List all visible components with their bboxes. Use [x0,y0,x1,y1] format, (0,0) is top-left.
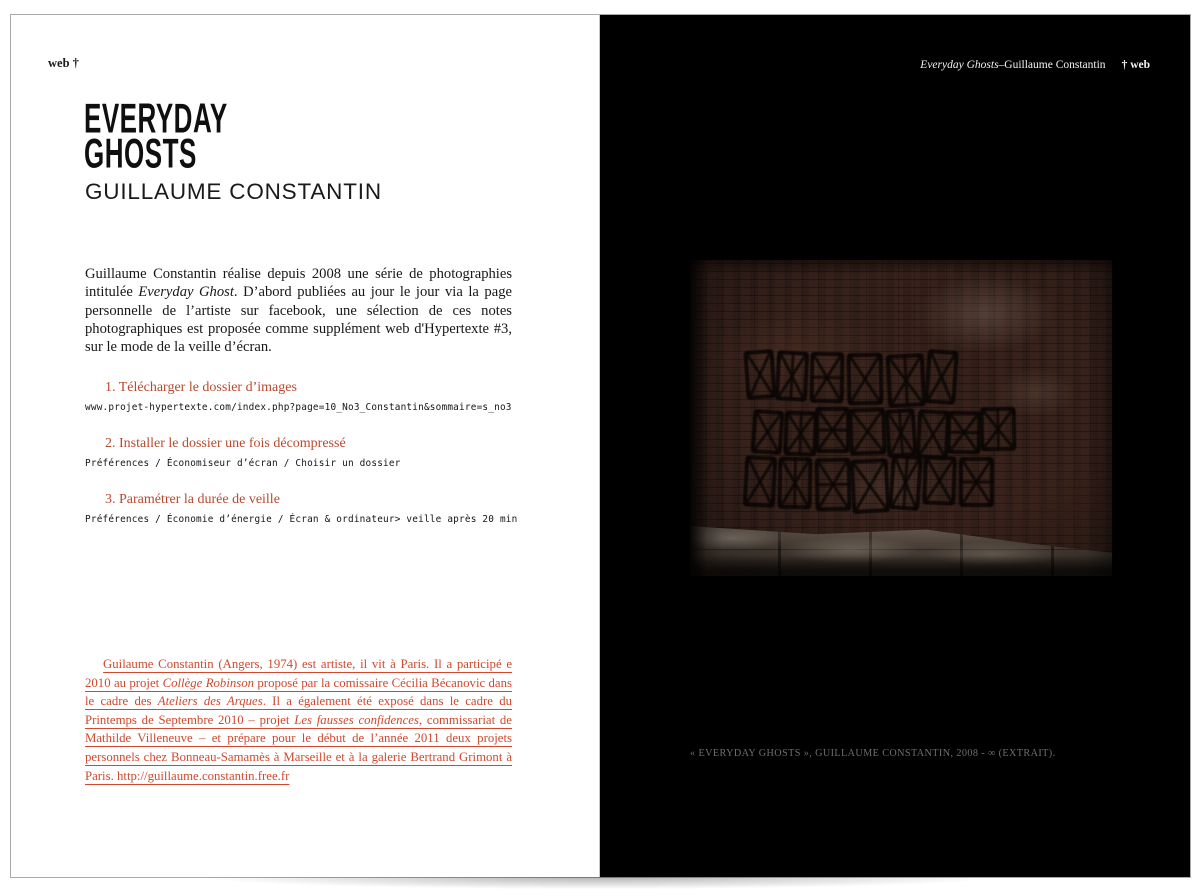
italic-run: Ateliers des Arques [157,694,263,709]
title-line-2: GHOSTS [84,128,197,177]
running-head-folio: † web [1121,59,1150,71]
graffiti-mark [924,349,959,405]
graffiti-mark [922,455,957,505]
text-run: , commissariat de Mathilde Villeneuve – et prépare pour le début de l’année 2011 deux projets personnels chez Bonneau-Samamès à Marseille et à la galerie Bertrand Grimont à Paris. http://guillaume.constantin.free.fr [85,712,512,783]
step-heading: 3. Paramétrer la durée de veille [105,492,280,507]
graffiti-mark [847,353,884,406]
graffiti-mark [886,353,927,408]
page-right [600,15,1190,877]
graffiti-mark [783,410,818,456]
step-heading: 2. Installer le dossier une fois décompressé [105,436,346,451]
instructions-list [85,380,518,548]
italic-run: Les fausses confidences [294,712,419,727]
step-command: Préférences / Économie d’énergie / Écran & ordinateur> veille après 20 min [85,514,518,525]
graffiti-mark [916,409,951,460]
folio-right [920,59,1150,71]
graffiti-mark [884,408,917,458]
graffiti-mark [888,454,923,511]
page-left [11,15,600,877]
title-line-1: EVERYDAY [84,93,228,142]
running-head-series: Everyday Ghosts [920,59,999,71]
text-run: Guilaume Constantin (Angers, 1974) est artiste, il vit à Paris. Il a participé e 2010 au projet [85,657,512,690]
graffiti-mark [751,409,785,455]
italic-run: Everyday Ghost [138,284,234,301]
text-run: . Il a également été exposé dans le cadre du Printemps de Septembre 2010 – projet [85,694,512,727]
graffiti-mark [775,350,810,402]
text-run: Guillaume Constantin réalise depuis 2008 une série de photographies intitulée [85,266,512,301]
intro-paragraph [85,265,512,356]
graffiti-mark [850,458,891,514]
text-run: proposé par la comissaire Cécilia Bécanovic dans le cadre des [85,675,512,709]
graffiti-marks [690,260,1112,576]
photo-caption: « EVERYDAY GHOSTS », GUILLAUME CONSTANTIN, 2008 - ∞ (EXTRAIT). [690,748,1056,759]
running-head-author: Guillaume Constantin [1004,59,1106,71]
graffiti-mark [815,458,852,512]
article-author: GUILLAUME CONSTANTIN [85,179,382,204]
graffiti-mark [815,407,850,453]
artwork-photo [690,260,1112,576]
text-run: . D’abord publiées au jour le jour via la page personnelle de l’artiste sur facebook, une sélection de ces notes photographiques est proposée comme supplément web d'Hypertexte #3, sur le mode de la veille d’écran. [85,284,512,356]
step-heading: 1. Télécharger le dossier d’images [105,380,297,395]
bio-note [85,655,512,785]
graffiti-mark [980,407,1017,452]
graffiti-mark [848,407,887,455]
graffiti-mark [959,457,994,507]
article-title [84,93,228,177]
italic-run: Collège Robinson [162,675,255,690]
page-shadow [70,877,1130,894]
graffiti-mark [947,411,982,455]
running-head-separator: – [998,59,1005,71]
graffiti-mark [778,457,813,510]
graffiti-mark [743,349,776,400]
step-command: www.projet-hypertexte.com/index.php?page=10_No3_Constantin&sommaire=s_no3 [85,402,512,413]
graffiti-mark [810,352,845,404]
graffiti-mark [743,455,778,508]
step-command: Préférences / Économiseur d’écran / Choisir un dossier [85,458,401,469]
folio-left: web † [48,56,79,70]
magazine-spread [10,14,1191,878]
